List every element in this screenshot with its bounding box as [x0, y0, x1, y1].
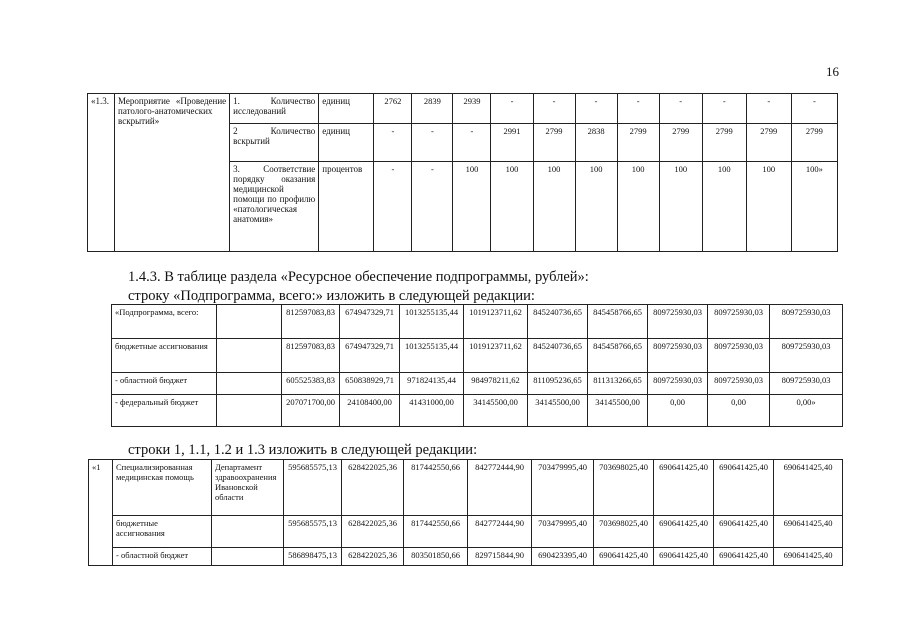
row-code: «1	[89, 460, 113, 566]
value-cell: 690641425,40	[654, 548, 714, 566]
value-cell: 2838	[575, 124, 617, 162]
value-cell: 100	[746, 162, 791, 252]
value-cell: 2799	[617, 124, 659, 162]
value-cell: 845240736,65	[528, 339, 588, 373]
indicator-name: 2 Количество вскрытий	[230, 124, 319, 162]
value-cell: 605525383,83	[282, 373, 340, 395]
value-cell: 1013255135,44	[400, 305, 464, 339]
value-cell: 586898475,13	[284, 548, 342, 566]
event-name: Мероприятие «Проведение патолого-анатомических вскрытий»	[115, 94, 230, 252]
table-row	[112, 305, 843, 339]
value-cell: 703479995,40	[532, 516, 594, 548]
value-cell: 595685575,13	[284, 516, 342, 548]
value-cell: 817442550,66	[404, 460, 468, 516]
value-cell: 100	[617, 162, 659, 252]
value-cell: 690641425,40	[654, 460, 714, 516]
instruction-text: строки 1, 1.1, 1.2 и 1.3 изложить в следующей редакции:	[128, 442, 478, 458]
value-cell: 817442550,66	[404, 516, 468, 548]
value-cell: -	[617, 94, 659, 124]
value-cell: 1019123711,62	[464, 339, 528, 373]
value-cell: 34145500,00	[588, 395, 648, 427]
row-label: Специализированная медицинская помощь	[113, 460, 212, 516]
value-cell: 690641425,40	[774, 460, 843, 516]
value-cell: -	[453, 124, 491, 162]
value-cell: 845458766,65	[588, 305, 648, 339]
value-cell: 34145500,00	[528, 395, 588, 427]
value-cell: 812597083,83	[282, 305, 340, 339]
indicator-name: 1. Количество исследований	[230, 94, 319, 124]
value-cell: 690641425,40	[654, 516, 714, 548]
value-cell: 842772444,90	[468, 516, 532, 548]
value-cell: 2939	[453, 94, 491, 124]
value-cell: 34145500,00	[464, 395, 528, 427]
value-cell: -	[374, 124, 412, 162]
value-cell: 703698025,40	[594, 460, 654, 516]
value-cell: 2799	[791, 124, 837, 162]
value-cell: 845240736,65	[528, 305, 588, 339]
value-cell: 690641425,40	[714, 460, 774, 516]
value-cell: 845458766,65	[588, 339, 648, 373]
value-cell: 690641425,40	[774, 516, 843, 548]
value-cell: 690641425,40	[714, 516, 774, 548]
value-cell: 703479995,40	[532, 460, 594, 516]
value-cell: 984978211,62	[464, 373, 528, 395]
value-cell: -	[412, 124, 453, 162]
section-heading: 1.4.3. В таблице раздела «Ресурсное обеспечение подпрограммы, рублей»:	[128, 269, 589, 285]
value-cell: 829715844,90	[468, 548, 532, 566]
value-cell: 690423395,40	[532, 548, 594, 566]
value-cell: 703698025,40	[594, 516, 654, 548]
table-row	[112, 395, 843, 427]
value-cell: 0,00	[648, 395, 708, 427]
table-row	[112, 373, 843, 395]
value-cell: 2762	[374, 94, 412, 124]
instruction-text: строку «Подпрограмма, всего:» изложить в следующей редакции:	[128, 288, 535, 304]
value-cell: 809725930,03	[648, 305, 708, 339]
empty-cell	[217, 339, 282, 373]
value-cell: -	[659, 94, 702, 124]
unit-cell: единиц	[319, 124, 374, 162]
value-cell: 2991	[491, 124, 533, 162]
value-cell: -	[412, 162, 453, 252]
value-cell: 812597083,83	[282, 339, 340, 373]
row-label: - областной бюджет	[112, 373, 217, 395]
table-row	[88, 94, 838, 124]
value-cell: 690641425,40	[594, 548, 654, 566]
value-cell: 690641425,40	[714, 548, 774, 566]
value-cell: 100	[702, 162, 746, 252]
value-cell: -	[575, 94, 617, 124]
value-cell: 809725930,03	[708, 305, 770, 339]
unit-cell: единиц	[319, 94, 374, 124]
row-label: - федеральный бюджет	[112, 395, 217, 427]
row-label: бюджетные ассигнования	[112, 339, 217, 373]
value-cell: 100	[491, 162, 533, 252]
indicators-table	[87, 93, 838, 252]
value-cell: 1013255135,44	[400, 339, 464, 373]
table-row	[89, 516, 843, 548]
row-label: «Подпрограмма, всего:	[112, 305, 217, 339]
value-cell: 595685575,13	[284, 460, 342, 516]
table-row	[112, 339, 843, 373]
value-cell: 100»	[791, 162, 837, 252]
value-cell: 690641425,40	[774, 548, 843, 566]
empty-cell	[217, 305, 282, 339]
indicator-name: 3. Соответствие порядку оказания медицинской помощи по профилю «патологическая анатомия»	[230, 162, 319, 252]
value-cell: 811095236,65	[528, 373, 588, 395]
value-cell: -	[702, 94, 746, 124]
value-cell: 809725930,03	[770, 305, 843, 339]
value-cell: 809725930,03	[648, 339, 708, 373]
empty-cell	[217, 395, 282, 427]
value-cell: 674947329,71	[340, 305, 400, 339]
value-cell: 842772444,90	[468, 460, 532, 516]
value-cell: 2799	[702, 124, 746, 162]
value-cell: 809725930,03	[770, 339, 843, 373]
value-cell: 100	[453, 162, 491, 252]
value-cell: 100	[659, 162, 702, 252]
value-cell: 100	[575, 162, 617, 252]
value-cell: 0,00»	[770, 395, 843, 427]
value-cell: 1019123711,62	[464, 305, 528, 339]
value-cell: -	[374, 162, 412, 252]
value-cell: 628422025,36	[342, 516, 404, 548]
value-cell: 803501850,66	[404, 548, 468, 566]
table-row	[89, 548, 843, 566]
executor-cell: Департамент здравоохранения Ивановской области	[212, 460, 284, 516]
unit-cell: процентов	[319, 162, 374, 252]
executor-cell	[212, 548, 284, 566]
value-cell: 811313266,65	[588, 373, 648, 395]
value-cell: 0,00	[708, 395, 770, 427]
value-cell: 628422025,36	[342, 460, 404, 516]
value-cell: 809725930,03	[770, 373, 843, 395]
empty-cell	[217, 373, 282, 395]
row-code: «1.3.	[88, 94, 115, 252]
value-cell: 100	[533, 162, 575, 252]
row-label: бюджетные ассигнования	[113, 516, 212, 548]
page-number: 16	[826, 64, 839, 79]
value-cell: -	[791, 94, 837, 124]
resource-table	[111, 304, 843, 427]
value-cell: 650838929,71	[340, 373, 400, 395]
value-cell: 971824135,44	[400, 373, 464, 395]
value-cell: -	[491, 94, 533, 124]
table-row	[89, 460, 843, 516]
executor-cell	[212, 516, 284, 548]
value-cell: 207071700,00	[282, 395, 340, 427]
value-cell: 2799	[746, 124, 791, 162]
value-cell: 2799	[659, 124, 702, 162]
value-cell: 809725930,03	[708, 373, 770, 395]
value-cell: 24108400,00	[340, 395, 400, 427]
value-cell: 2799	[533, 124, 575, 162]
value-cell: 2839	[412, 94, 453, 124]
row-label: - областной бюджет	[113, 548, 212, 566]
value-cell: 628422025,36	[342, 548, 404, 566]
value-cell: -	[746, 94, 791, 124]
value-cell: 41431000,00	[400, 395, 464, 427]
value-cell: 809725930,03	[708, 339, 770, 373]
value-cell: 809725930,03	[648, 373, 708, 395]
subprogram-rows-table	[88, 459, 843, 566]
value-cell: 674947329,71	[340, 339, 400, 373]
value-cell: -	[533, 94, 575, 124]
